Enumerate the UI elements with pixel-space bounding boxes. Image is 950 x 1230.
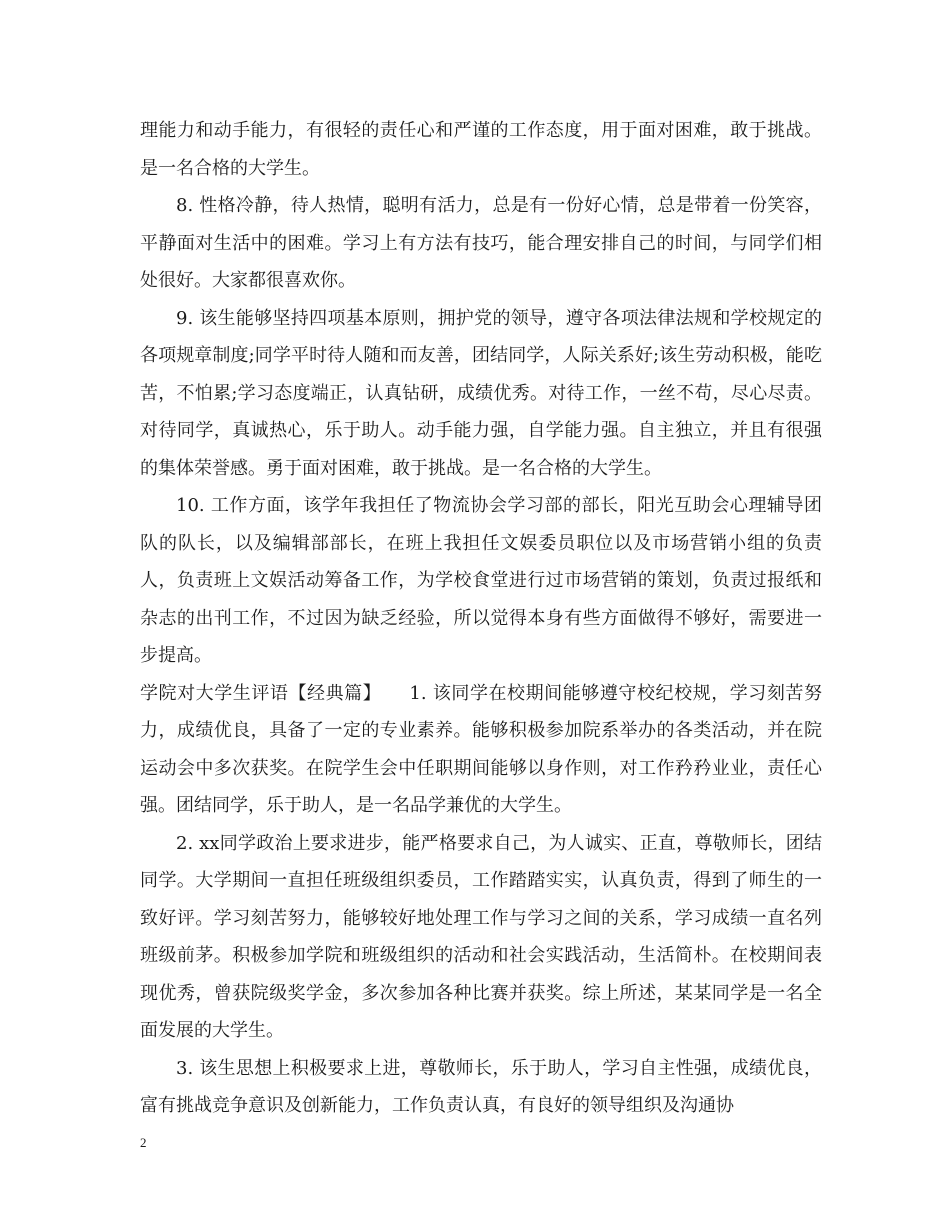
paragraph-continuation: 理能力和动手能力，有很轻的责任心和严谨的工作态度，用于面对困难，敢于挑战。是一名合格的大学生。 — [140, 120, 822, 179]
paragraph-item-10: 10. 工作方面，该学年我担任了物流协会学习部的部长，阳光互助会心理辅导团队的队长，以及编辑部部长，在班上我担任文娱委员职位以及市场营销小组的负责人，负责班上文娱活动筹备工作，为学校食堂进行过市场营销的策划，负责过报纸和杂志的出刊工作，不过因为缺乏经验，所以觉得本身有些方面做得不够好，需要进一步提高。 — [140, 495, 822, 666]
paragraph-item-9: 9. 该生能够坚持四项基本原则，拥护党的领导，遵守各项法律法规和学校规定的各项规章制度;同学平时待人随和而友善，团结同学，人际关系好;该生劳动积极，能吃苦，不怕累;学习态度端正，认真钻研，成绩优秀。对待工作，一丝不苟，尽心尽责。对待同学，真诚热心，乐于助人。动手能力强，自学能力强。自主独立，并且有很强的集体荣誉感。勇于面对困难，敢于挑战。是一名合格的大学生。 — [140, 307, 822, 479]
paragraph-item-8: 8. 性格冷静，待人热情，聪明有活力，总是有一份好心情，总是带着一份笑容，平静面对生活中的困难。学习上有方法有技巧，能合理安排自己的时间，与同学们相处很好。大家都很喜欢你。 — [140, 195, 822, 291]
section-heading-paragraph: 学院对大学生评语【经典篇】 1. 该同学在校期间能够遵守校纪校规，学习刻苦努力，成绩优良，具备了一定的专业素养。能够积极参加院系举办的各类活动，并在院运动会中多次获奖。在院学生会中任职期间能够以身作则，对工作矜矜业业，责任心强。团结同学，乐于助人，是一名品学兼优的大学生。 — [140, 682, 822, 816]
document-body — [140, 112, 822, 1125]
paragraph-item-3: 3. 该生思想上积极要求上进，尊敬师长，乐于助人，学习自主性强，成绩优良，富有挑战竞争意识及创新能力，工作负责认真，有良好的领导组织及沟通协 — [140, 1057, 822, 1116]
paragraph-item-2: 2. xx同学政治上要求进步，能严格要求自己，为人诚实、正直，尊敬师长，团结同学。大学期间一直担任班级组织委员，工作踏踏实实，认真负责，得到了师生的一致好评。学习刻苦努力，能够较好地处理工作与学习之间的关系，学习成绩一直名列班级前茅。积极参加学院和班级组织的活动和社会实践活动，生活简朴。在校期间表现优秀，曾获院级奖学金，多次参加各种比赛并获奖。综上所述，某某同学是一名全面发展的大学生。 — [140, 832, 822, 1041]
page-number: 2 — [140, 1135, 147, 1150]
